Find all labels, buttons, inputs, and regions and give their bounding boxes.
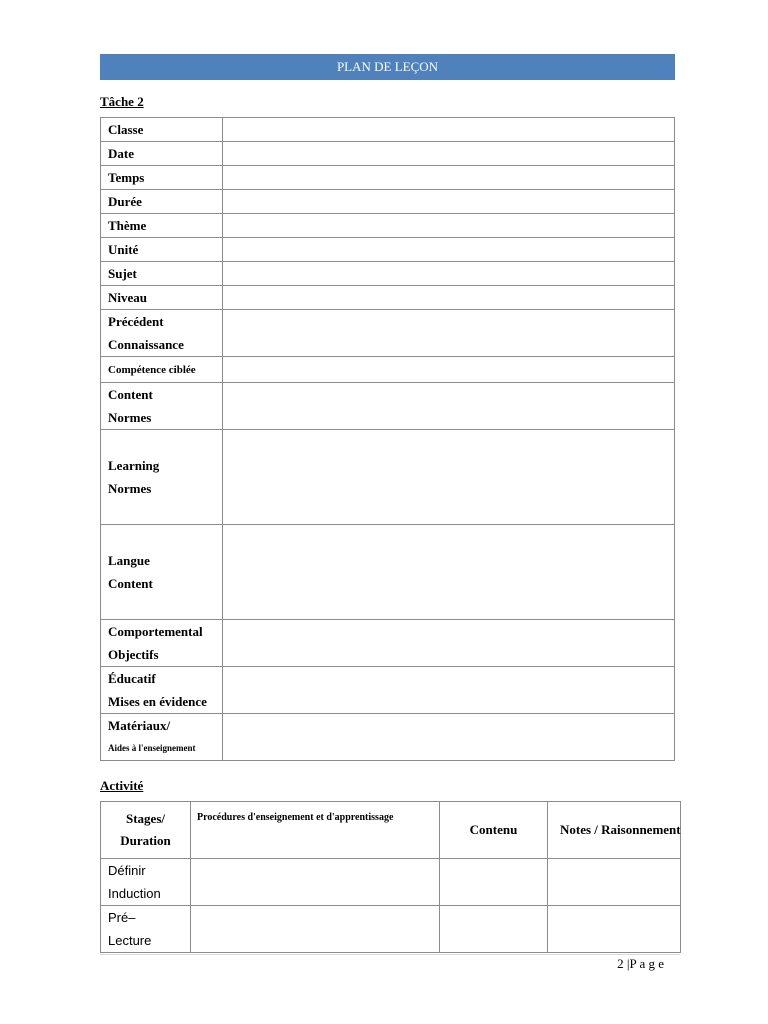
procedures-cell[interactable] xyxy=(191,859,440,906)
info-row-theme xyxy=(101,214,675,238)
info-value-cell[interactable] xyxy=(223,262,675,286)
info-value-cell[interactable] xyxy=(223,238,675,262)
info-row-competence-ciblee xyxy=(101,357,675,383)
col-header-procedures: Procédures d'enseignement et d'apprentissage xyxy=(191,802,440,859)
info-value-cell[interactable] xyxy=(223,190,675,214)
info-row-temps xyxy=(101,166,675,190)
info-value-cell[interactable] xyxy=(223,667,675,714)
info-label: Temps xyxy=(101,166,223,190)
info-row-classe xyxy=(101,118,675,142)
info-row-date xyxy=(101,142,675,166)
info-value-cell[interactable] xyxy=(223,142,675,166)
page-footer xyxy=(617,956,664,972)
info-row-materiaux-aides xyxy=(101,714,675,761)
lesson-info-table xyxy=(100,117,675,761)
info-label: Niveau xyxy=(101,286,223,310)
notes-cell[interactable] xyxy=(548,906,681,953)
activity-table xyxy=(100,801,681,953)
info-label: Date xyxy=(101,142,223,166)
activity-header-row xyxy=(101,802,681,859)
info-value-cell[interactable] xyxy=(223,430,675,525)
footer-divider xyxy=(100,954,680,955)
info-label: Classe xyxy=(101,118,223,142)
task-heading: Tâche 2 xyxy=(100,94,144,109)
info-label: Précédent Connaissance xyxy=(101,310,223,357)
info-value-cell[interactable] xyxy=(223,118,675,142)
info-row-duree xyxy=(101,190,675,214)
info-value-cell[interactable] xyxy=(223,620,675,667)
contenu-cell[interactable] xyxy=(440,859,548,906)
info-label: Compétence ciblée xyxy=(101,357,223,383)
page-separator: | xyxy=(626,956,630,971)
info-value-cell[interactable] xyxy=(223,166,675,190)
info-value-cell[interactable] xyxy=(223,286,675,310)
procedures-cell[interactable] xyxy=(191,906,440,953)
activity-heading: Activité xyxy=(100,778,144,793)
activity-row-definir-induction xyxy=(101,859,681,906)
info-label: Comportemental Objectifs xyxy=(101,620,223,667)
info-label: Langue Content xyxy=(101,525,223,620)
info-label: Durée xyxy=(101,190,223,214)
col-header-notes-raisonnement: Notes / Raisonnement xyxy=(548,802,681,859)
info-row-langue-content xyxy=(101,525,675,620)
info-value-cell[interactable] xyxy=(223,214,675,238)
notes-cell[interactable] xyxy=(548,859,681,906)
stage-cell: Définir Induction xyxy=(101,859,191,906)
col-header-stages-duration: Stages/ Duration xyxy=(101,802,191,859)
activity-row-pre-lecture xyxy=(101,906,681,953)
info-row-content-normes xyxy=(101,383,675,430)
page-number: 2 xyxy=(617,956,624,971)
info-value-cell[interactable] xyxy=(223,383,675,430)
info-row-comportemental-objectifs xyxy=(101,620,675,667)
info-value-cell[interactable] xyxy=(223,525,675,620)
info-label: Thème xyxy=(101,214,223,238)
stage-cell: Pré– Lecture xyxy=(101,906,191,953)
info-label: Learning Normes xyxy=(101,430,223,525)
info-row-unite xyxy=(101,238,675,262)
info-row-learning-normes xyxy=(101,430,675,525)
info-label: Éducatif Mises en évidence xyxy=(101,667,223,714)
info-label: Matériaux/ Aides à l'enseignement xyxy=(101,714,223,761)
info-value-cell[interactable] xyxy=(223,357,675,383)
info-label: Content Normes xyxy=(101,383,223,430)
info-row-sujet xyxy=(101,262,675,286)
contenu-cell[interactable] xyxy=(440,906,548,953)
page-title: PLAN DE LEÇON xyxy=(336,59,439,74)
info-label: Unité xyxy=(101,238,223,262)
info-label: Sujet xyxy=(101,262,223,286)
col-header-contenu: Contenu xyxy=(440,802,548,859)
info-row-niveau xyxy=(101,286,675,310)
info-row-educatif-mises-en-evidence xyxy=(101,667,675,714)
page-label: P a g e xyxy=(629,956,664,971)
info-value-cell[interactable] xyxy=(223,310,675,357)
info-row-precedent-connaissance xyxy=(101,310,675,357)
info-value-cell[interactable] xyxy=(223,714,675,761)
lesson-plan-title-banner xyxy=(100,54,675,80)
